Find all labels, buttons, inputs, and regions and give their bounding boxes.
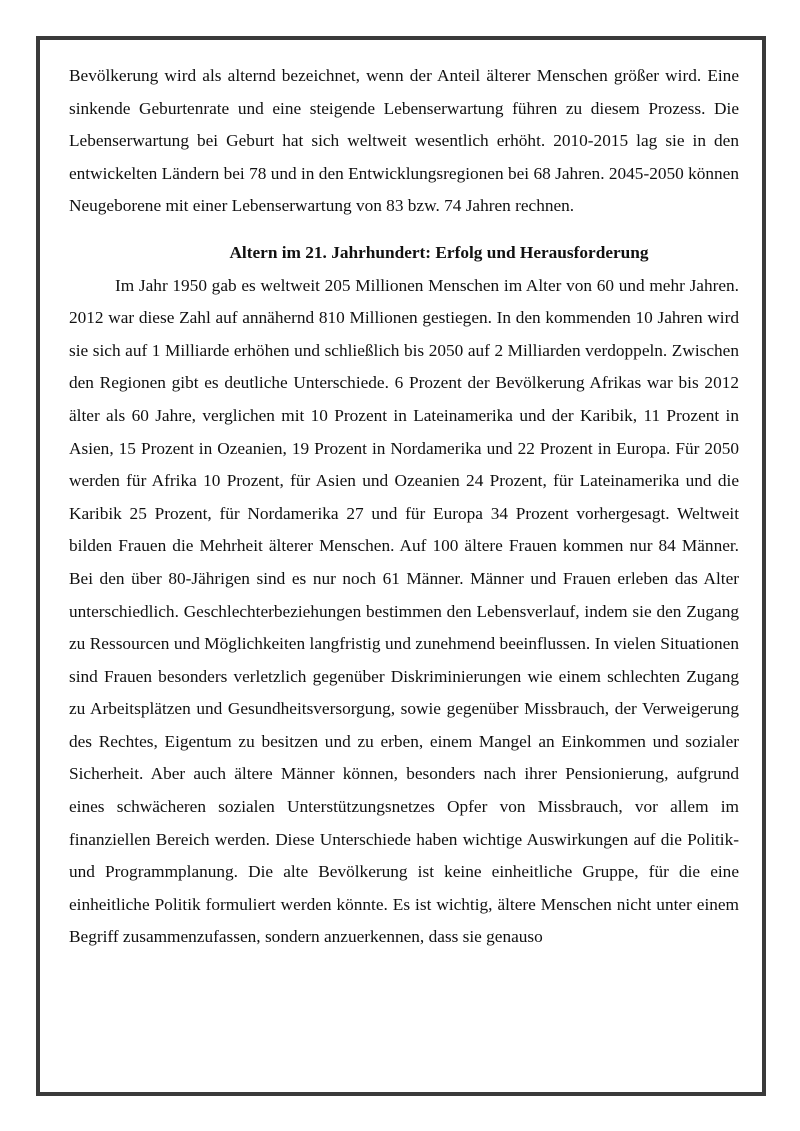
page-frame (36, 36, 766, 1096)
section-heading: Altern im 21. Jahrhundert: Erfolg und Herausforderung (229, 242, 649, 262)
section-paragraph: Im Jahr 1950 gab es weltweit 205 Millionen Menschen im Alter von 60 und mehr Jahren. 2012 war diese Zahl auf annähernd 810 Millionen gestiegen. In den kommenden 10 Jahren wird sie sich auf 1 Milliarde erhöhen und schließlich bis 2050 auf 2 Milliarden verdoppeln. Zwischen den Regionen gibt es deutliche Unterschiede. 6 Prozent der Bevölkerung Afrikas war bis 2012 älter als 60 Jahre, verglichen mit 10 Prozent in Lateinamerika und der Karibik, 11 Prozent in Asien, 15 Prozent in Ozeanien, 19 Prozent in Nordamerika und 22 Prozent in Europa. Für 2050 werden für Afrika 10 Prozent, für Asien und Ozeanien 24 Prozent, für Lateinamerika und die Karibik 25 Prozent, für Nordamerika 27 und für Europa 34 Prozent vorhergesagt. Weltweit bilden Frauen die Mehrheit älterer Menschen. Auf 100 ältere Frauen kommen nur 84 Männer. Bei den über 80-Jährigen sind es nur noch 61 Männer. Männer und Frauen erleben das Alter unterschiedlich. Geschlechterbeziehungen bestimmen den Lebensverlauf, indem sie den Zugang zu Ressourcen und Möglichkeiten langfristig und zunehmend beeinflussen. In vielen Situationen sind Frauen besonders verletzlich gegenüber Diskriminierungen wie einem schlechten Zugang zu Arbeitsplätzen und Gesundheitsversorgung, sowie gegenüber Missbrauch, der Verweigerung des Rechtes, Eigentum zu besitzen und zu erben, einem Mangel an Einkommen und sozialer Sicherheit. Aber auch ältere Männer können, besonders nach ihrer Pensionierung, aufgrund eines schwächeren sozialen Unterstützungsnetzes Opfer von Missbrauch, vor allem im finanziellen Bereich werden. Diese Unterschiede haben wichtige Auswirkungen auf die Politik- und Programmplanung. Die alte Bevölkerung ist keine einheitliche Gruppe, für die eine einheitliche Politik formuliert werden könnte. Es ist wichtig, ältere Menschen nicht unter einem Begriff zusammenzufassen, sondern anzuerkennen, dass sie genauso (69, 275, 739, 947)
document-body (69, 60, 739, 954)
intro-paragraph: Bevölkerung wird als alternd bezeichnet, wenn der Anteil älterer Menschen größer wird. Eine sinkende Geburtenrate und eine steigende Lebenserwartung führen zu diesem Prozess. Die Lebenserwartung bei Geburt hat sich weltweit wesentlich erhöht. 2010-2015 lag sie in den entwickelten Ländern bei 78 und in den Entwicklungsregionen bei 68 Jahren. 2045-2050 können Neugeborene mit einer Lebenserwartung von 83 bzw. 74 Jahren rechnen. (69, 66, 739, 216)
